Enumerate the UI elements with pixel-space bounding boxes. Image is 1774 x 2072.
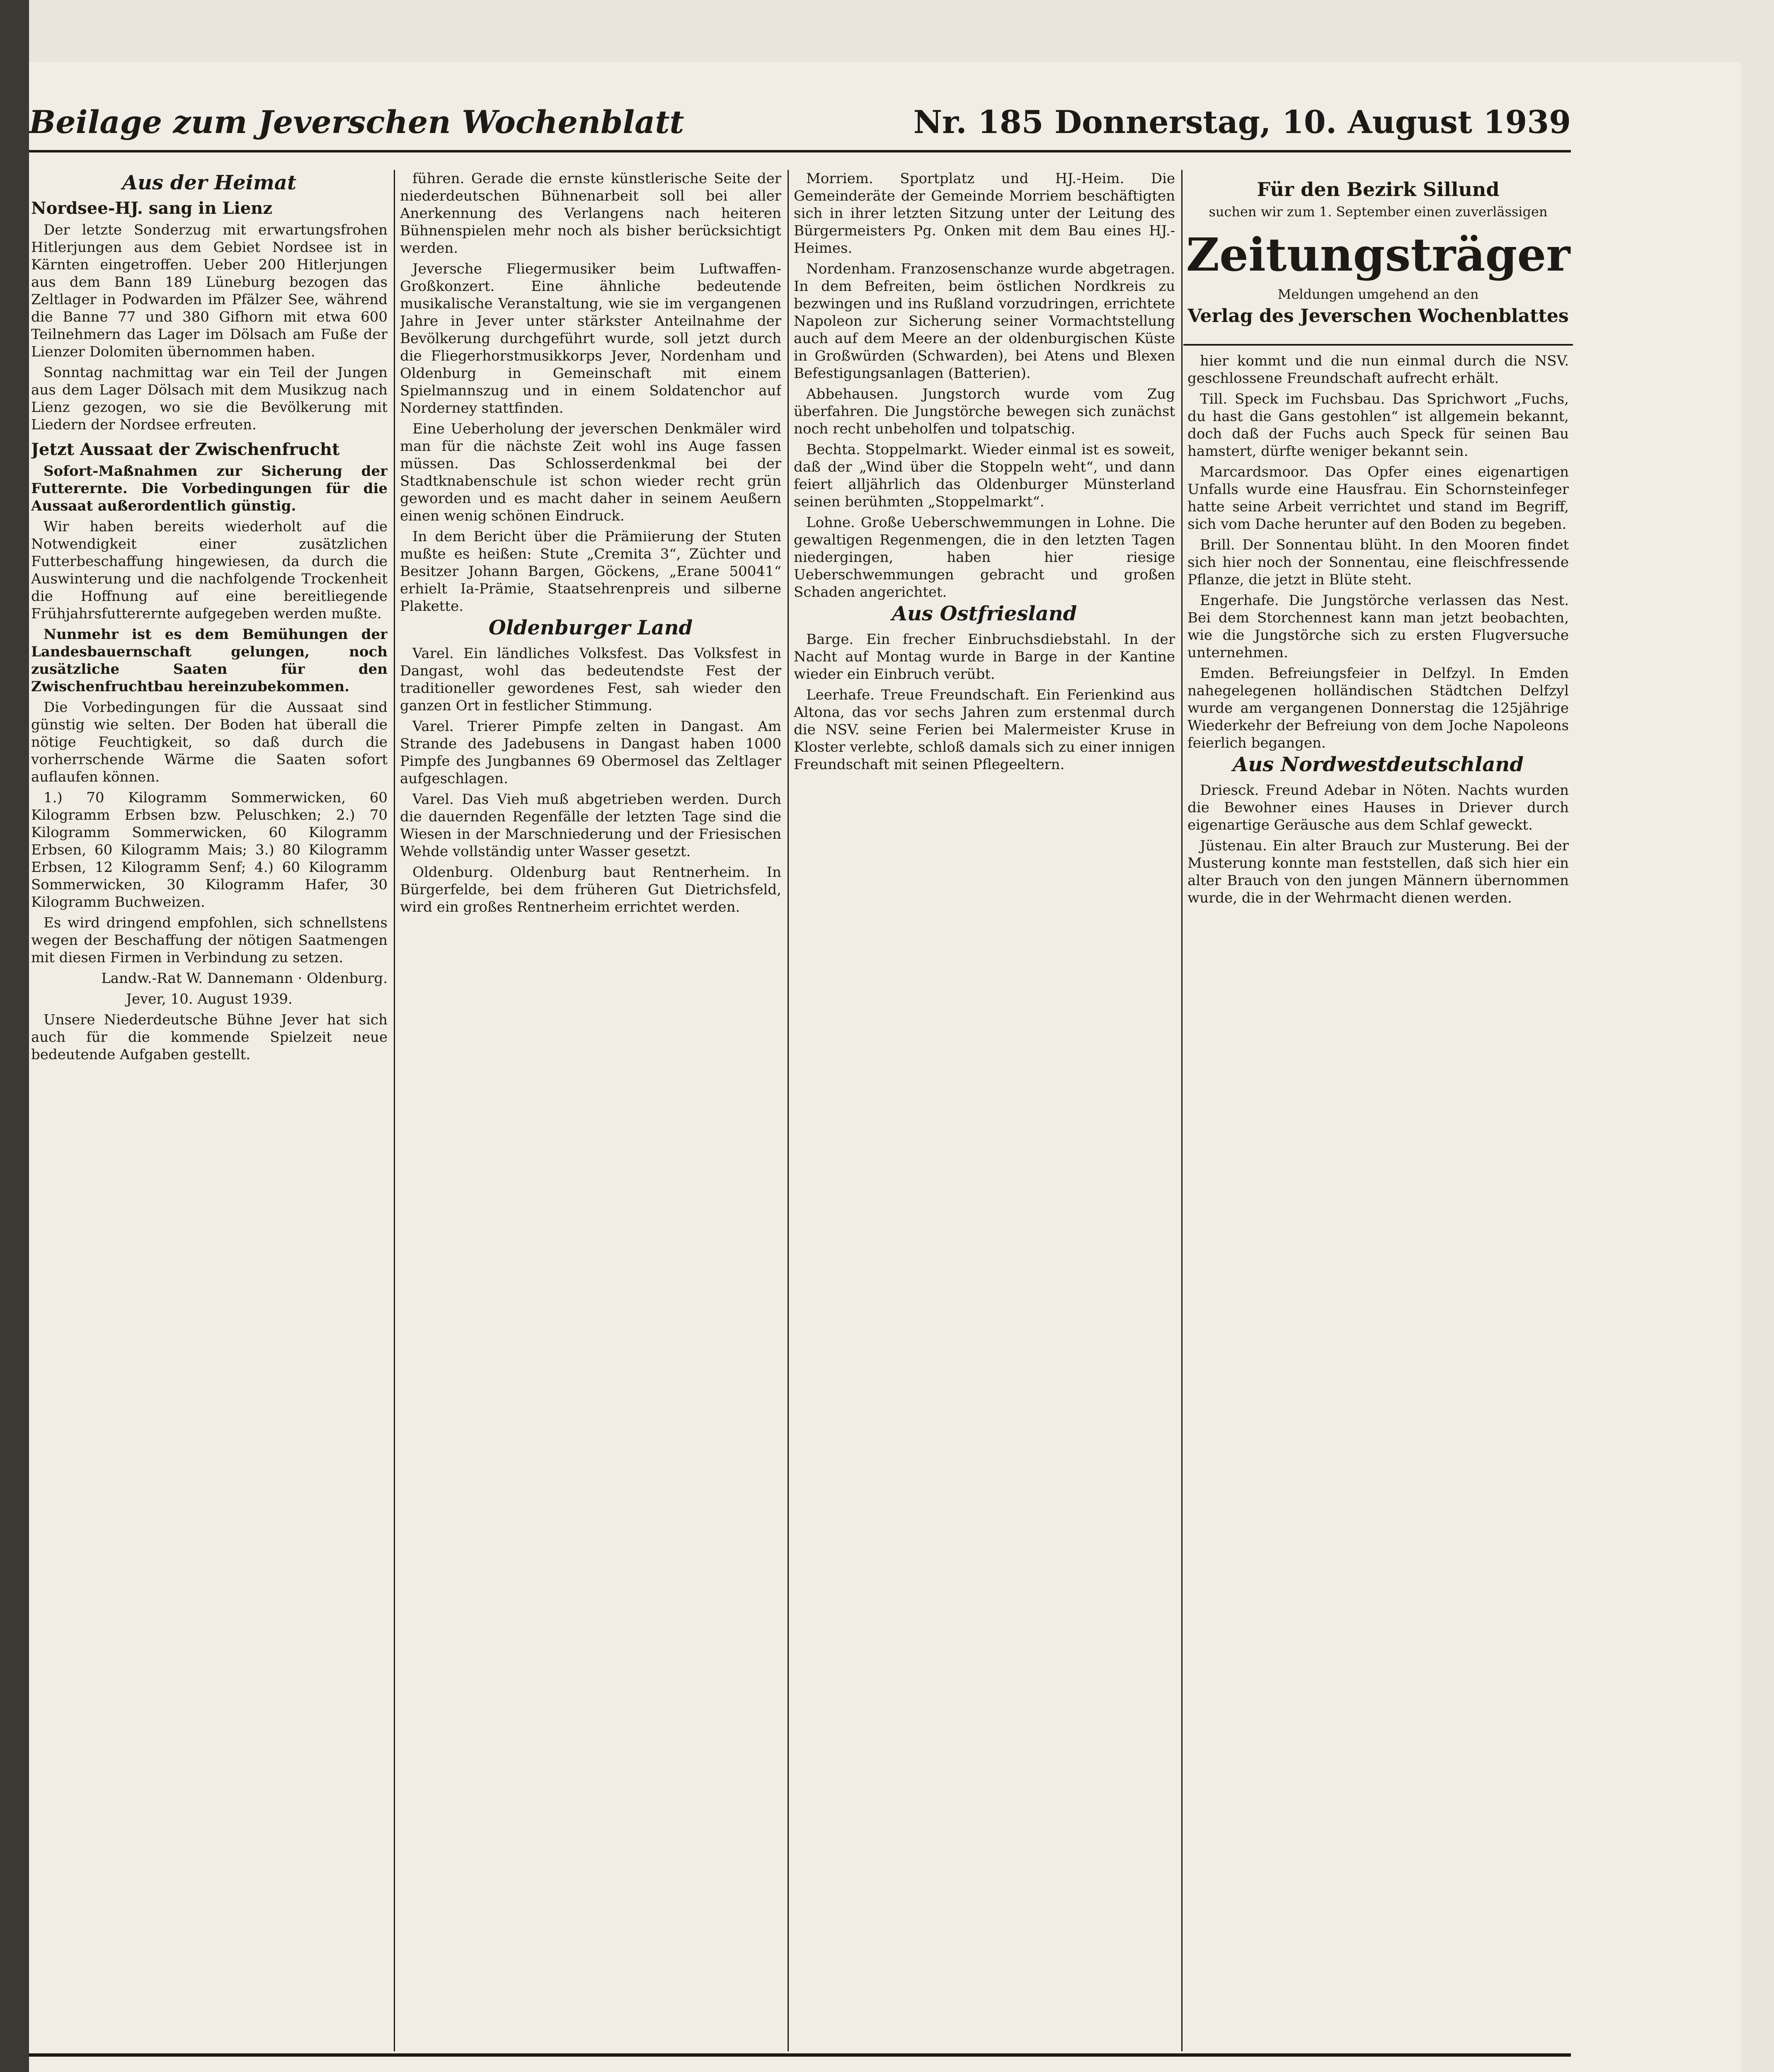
article-signature: Landw.-Rat W. Dannemann · Oldenburg. [101, 970, 388, 987]
masthead [29, 104, 1571, 149]
section-heading: Aus Ostfriesland [892, 602, 1077, 625]
ad-separator-rule [29, 2053, 1571, 2057]
article-paragraph: hier kommt und die nun einmal durch die NSV. geschlossene Freundschaft aufrecht erhält. [1188, 353, 1569, 387]
issue-line: Nr. 185 Donnerstag, 10. August 1939 [913, 104, 1571, 140]
article-headline: Nordsee-HJ. sang in Lienz [31, 198, 272, 218]
article-paragraph: Driesck. Freund Adebar in Nöten. Nachts wurden die Bewohner eines Hauses in Driever durch eigenartige Geräusche aus dem Schlaf geweckt. [1188, 782, 1569, 833]
ad-district: Für den Bezirk Sillund [1257, 178, 1500, 201]
column-2 [400, 170, 781, 2047]
article-paragraph: Eine Ueberholung der jeverschen Denkmäler wird man für die nächste Zeit wohl ins Auge fassen müssen. Das Schlosserdenkmal bei der Stadtknabenschule ist schon wieder recht grün geworden und es macht daher in seinem Aeußern einen wenig schönen Eindruck. [400, 421, 781, 524]
section-heading: Aus der Heimat [122, 171, 297, 194]
masthead-rule [29, 150, 1571, 152]
article-paragraph: In dem Bericht über die Prämiierung der Stuten mußte es heißen: Stute „Cremita 3“, Züchter und Besitzer Johann Bargen, Göckens, „Erane 50041“ erhielt Ia-Prämie, Staatsehrenpreis und silberne Plakette. [400, 528, 781, 615]
article-paragraph: Varel. Das Vieh muß abgetrieben werden. Durch die dauernden Regenfälle der letzten Tage sind die Wiesen in der Marschniederung und der Friesischen Wehde vollständig unter Wasser gesetzt. [400, 791, 781, 860]
supplement-title: Beilage zum Jeverschen Wochenblatt [29, 104, 684, 140]
article-paragraph: Nordenham. Franzosenschanze wurde abgetragen. In dem Befreiten, beim östlichen Nordkreis zu bezwingen und ins Rußland vorzudringen, errichtete Napoleon zur Sicherung seiner Vormachtstellung auch auf dem Meere an der oldenburgischen Küste in Großwürden (Schwarden), bei Atens und Blexen Befestigungsanlagen (Batterien). [794, 261, 1175, 382]
column-3 [794, 170, 1175, 2047]
column-rule [788, 170, 789, 2051]
article-paragraph: Sonntag nachmittag war ein Teil der Jungen aus dem Lager Dölsach mit dem Musikzug nach Lienz gezogen, wo sie die Bevölkerung mit Liedern der Nordsee erfreuten. [31, 364, 388, 433]
article-paragraph: Barge. Ein frecher Einbruchsdiebstahl. In der Nacht auf Montag wurde in Barge in der Kantine wieder ein Einbruch verübt. [794, 631, 1175, 683]
article-paragraph: Morriem. Sportplatz und HJ.-Heim. Die Gemeinderäte der Gemeinde Morriem beschäftigten sich in ihrer letzten Sitzung unter der Leitung des Bürgermeisters Pg. Onken mit dem Bau eines HJ.-Heimes. [794, 170, 1175, 257]
column-4 [1188, 352, 1569, 2047]
ad-publisher: Verlag des Jeverschen Wochenblattes [1188, 305, 1569, 327]
job-advertisement [1183, 170, 1573, 346]
article-paragraph: 1.) 70 Kilogramm Sommerwicken, 60 Kilogramm Erbsen bzw. Peluschken; 2.) 70 Kilogramm Sommerwicken, 60 Kilogramm Erbsen, 60 Kilogramm Mais; 3.) 80 Kilogramm Erbsen, 12 Kilogramm Senf; 4.) 60 Kilogramm Sommerwicken, 30 Kilogramm Hafer, 30 Kilogramm Buchweizen. [31, 789, 388, 910]
article-paragraph: Die Vorbedingungen für die Aussaat sind günstig wie selten. Der Boden hat überall die nötige Feuchtigkeit, so daß durch die vorherrschende Wärme die Saaten sofort auflaufen können. [31, 699, 388, 785]
section-heading: Oldenburger Land [488, 616, 693, 639]
article-paragraph: Bechta. Stoppelmarkt. Wieder einmal ist es soweit, daß der „Wind über die Stoppeln weht“, und dann feiert alljährlich das Oldenburger Münsterland seinen berühmten „Stoppelmarkt“. [794, 441, 1175, 510]
dateline: Jever, 10. August 1939. [126, 991, 293, 1007]
article-paragraph: führen. Gerade die ernste künstlerische Seite der niederdeutschen Bühnenarbeit soll bei aller Anerkennung des Verlangens nach heiteren Bühnenspielen mehr noch als bisher berücksichtigt werden. [400, 170, 781, 257]
article-paragraph: Till. Speck im Fuchsbau. Das Sprichwort „Fuchs, du hast die Gans gestohlen“ ist allgemein bekannt, doch daß der Fuchs auch Speck für seinen Bau hamstert, dürfte weniger bekannt sein. [1188, 391, 1569, 460]
article-paragraph: Emden. Befreiungsfeier in Delfzyl. In Emden nahegelegenen holländischen Städtchen Delfzyl wurde am vergangenen Donnerstag die 125jährige Wiederkehr der Befreiung von dem Joche Napoleons feierlich begangen. [1188, 665, 1569, 751]
ad-contact-label: Meldungen umgehend an den [1277, 286, 1479, 302]
article-paragraph: Der letzte Sonderzug mit erwartungsfrohen Hitlerjungen aus dem Gebiet Nordsee ist in Kärnten eingetroffen. Ueber 200 Hitlerjungen aus dem Bann 189 Lüneburg bezogen das Zeltlager in Podwarden im Pfälzer See, während die Banne 77 und 380 Gifhorn mit etwa 600 Teilnehmern das Lager im Dölsach am Fuße der Lienzer Dolomiten übernommen haben. [31, 222, 388, 360]
article-paragraph: Jüstenau. Ein alter Brauch zur Musterung. Bei der Musterung konnte man feststellen, daß sich hier ein alter Brauch von den jungen Männern übernommen wurde, die in der Wehrmacht dienen werden. [1188, 838, 1569, 906]
article-paragraph: Marcardsmoor. Das Opfer eines eigenartigen Unfalls wurde eine Hausfrau. Ein Schornsteinfeger hatte seine Arbeit verrichtet und stand im Begriff, sich vom Dache herunter auf den Boden zu begeben. [1188, 464, 1569, 533]
article-paragraph: Nunmehr ist es dem Bemühungen der Landesbauernschaft gelungen, noch zusätzliche Saaten für den Zwischenfruchtbau hereinzubekommen. [31, 626, 388, 695]
article-paragraph: Varel. Trierer Pimpfe zelten in Dangast. Am Strande des Jadebusens in Dangast haben 1000 Pimpfe des Jungbannes 69 Obermosel das Zeltlager aufgeschlagen. [400, 718, 781, 787]
article-paragraph: Jeversche Fliegermusiker beim Luftwaffen-Großkonzert. Eine ähnliche bedeutende musikalische Veranstaltung, wie sie im vergangenen Jahre in Jever unter stärkster Anteilnahme der Bevölkerung durchgeführt wurde, soll jetzt durch die Fliegerhorstmusikkorps Jever, Nordenham und Oldenburg in Gemeinschaft mit einem Spielmannszug und in einem Soldatenchor auf Norderney stattfinden. [400, 261, 781, 416]
article-paragraph: Lohne. Große Ueberschwemmungen in Lohne. Die gewaltigen Regenmengen, die in den letzten Tagen niedergingen, haben hier riesige Ueberschwemmungen gebracht und großen Schaden angerichtet. [794, 514, 1175, 600]
article-paragraph: Es wird dringend empfohlen, sich schnellstens wegen der Beschaffung der nötigen Saatmengen mit diesen Firmen in Verbindung zu setzen. [31, 915, 388, 966]
binding-edge [0, 0, 29, 2072]
article-paragraph: Varel. Ein ländliches Volksfest. Das Volksfest in Dangast, wohl das bedeutendste Fest der traditioneller gewordenes Fest, sah wieder den ganzen Ort in festlicher Stimmung. [400, 645, 781, 714]
article-paragraph: Brill. Der Sonnentau blüht. In den Mooren findet sich hier noch der Sonnentau, eine fleischfressende Pflanze, die jetzt in Blüte steht. [1188, 537, 1569, 588]
article-paragraph: Abbehausen. Jungstorch wurde vom Zug überfahren. Die Jungstörche bewegen sich zunächst noch recht unbeholfen und tolpatschig. [794, 386, 1175, 437]
article-subheadline: Sofort-Maßnahmen zur Sicherung der Futterernte. Die Vorbedingungen für die Aussaat außerordentlich günstig. [31, 463, 388, 514]
article-paragraph: Leerhafe. Treue Freundschaft. Ein Ferienkind aus Altona, das vor sechs Jahren zum erstenmal durch die NSV. seine Ferien bei Malermeister Kruse in Kloster verlebte, schloß damals sich zu einer innigen Freundschaft mit seinen Pflegeeltern. [794, 687, 1175, 773]
article-headline: Jetzt Aussaat der Zwischenfrucht [31, 440, 340, 459]
article-paragraph: Unsere Niederdeutsche Bühne Jever hat sich auch für die kommende Spielzeit neue bedeutende Aufgaben gestellt. [31, 1012, 388, 1063]
ad-seeking: suchen wir zum 1. September einen zuverlässigen [1209, 204, 1548, 220]
article-paragraph: Wir haben bereits wiederholt auf die Notwendigkeit einer zusätzlichen Futterbeschaffung hingewiesen, da durch die Auswinterung und die nachfolgende Trockenheit die Hoffnung auf eine bereitliegende Frühjahrsfutterernte aufgegeben werden mußte. [31, 518, 388, 622]
column-1 [31, 170, 388, 2047]
section-heading: Aus Nordwestdeutschland [1233, 753, 1524, 776]
ad-job-title: Zeitungsträger [1186, 228, 1570, 281]
column-rule [394, 170, 395, 2051]
article-paragraph: Oldenburg. Oldenburg baut Rentnerheim. In Bürgerfelde, bei dem früheren Gut Dietrichsfeld, wird ein großes Rentnerheim errichtet werden. [400, 864, 781, 915]
article-paragraph: Engerhafe. Die Jungstörche verlassen das Nest. Bei dem Storchennest kann man jetzt beobachten, wie die Jungstörche sich zu ersten Flugversuche unternehmen. [1188, 592, 1569, 661]
column-rule [1181, 170, 1183, 2051]
